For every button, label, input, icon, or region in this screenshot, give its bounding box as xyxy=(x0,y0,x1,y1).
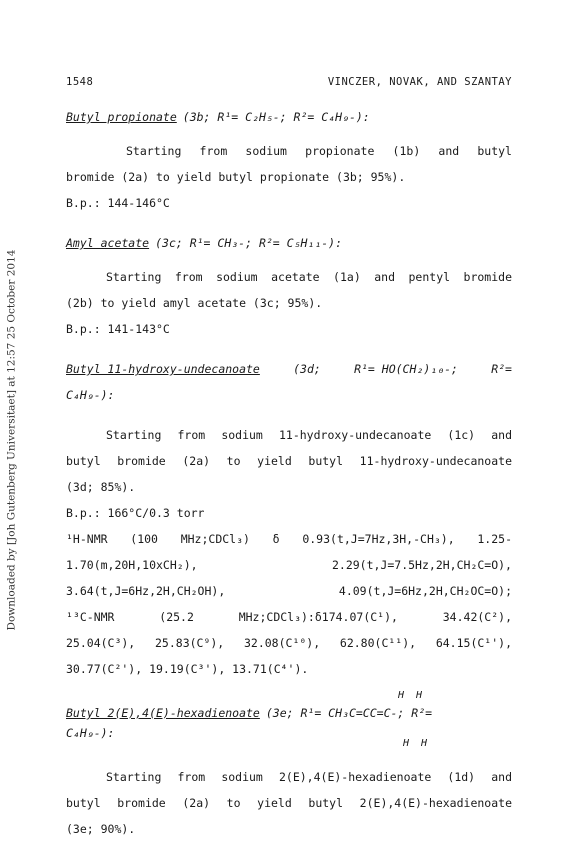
compound-formula: (3e; R¹= CH₃C=CC=C-; R²= xyxy=(265,706,433,720)
compound-formula: (3c; R¹= CH₃-; R²= C₅H₁₁-): xyxy=(155,236,343,250)
nmr-line: 3.64(t,J=6Hz,2H,CH₂OH), 4.09(t,J=6Hz,2H,CH₂OC=O); xyxy=(66,584,512,598)
procedure-paragraph: Starting from sodium 11-hydroxy-undecanoate (1c) and xyxy=(106,428,512,442)
compound-formula-part: (3d; xyxy=(293,362,321,376)
compound-name: Amyl acetate xyxy=(66,236,150,250)
structure-h-labels-bottom: H H xyxy=(403,738,431,749)
boiling-point: B.p.: 141-143°C xyxy=(66,322,170,336)
structure-h-labels-top: H H xyxy=(398,690,426,701)
compound-formula: (3b; R¹= C₂H₅-; R²= C₄H₉-): xyxy=(182,110,370,124)
nmr-line: 25.04(C³), 25.83(C⁹), 32.08(C¹⁰), 62.80(C¹¹), 64.15(C¹'), xyxy=(66,636,512,650)
procedure-paragraph-end: (2b) to yield amyl acetate (3c; 95%). xyxy=(66,296,323,310)
page-header xyxy=(66,76,512,88)
download-notice xyxy=(4,120,18,760)
running-authors: VINCZER, NOVAK, AND SZANTAY xyxy=(327,76,512,88)
procedure-paragraph: Starting from sodium acetate (1a) and pentyl bromide xyxy=(106,270,512,284)
compound-name: Butyl 11-hydroxy-undecanoate xyxy=(66,362,260,376)
nmr-line: 30.77(C²'), 19.19(C³'), 13.71(C⁴'). xyxy=(66,662,309,676)
boiling-point: B.p.: 166°C/0.3 torr xyxy=(66,506,205,520)
nmr-line: ¹³C-NMR (25.2 MHz;CDCl₃):δ174.07(C¹), 34.42(C²), xyxy=(66,610,512,624)
compound-name: Butyl propionate xyxy=(66,110,177,124)
compound-name: Butyl 2(E),4(E)-hexadienoate xyxy=(66,706,260,720)
nmr-line: ¹H-NMR (100 MHz;CDCl₃) δ 0.93(t,J=7Hz,3H,-CH₃), 1.25- xyxy=(66,532,512,546)
compound-formula-continued: C₄H₉-): xyxy=(66,726,115,740)
procedure-paragraph: Starting from sodium 2(E),4(E)-hexadienoate (1d) and xyxy=(106,770,512,784)
procedure-paragraph-end: bromide (2a) to yield butyl propionate (3b; 95%). xyxy=(66,170,406,184)
entry-title-butyl-hexadienoate xyxy=(66,700,512,726)
page-number: 1548 xyxy=(66,76,94,88)
download-notice-text: Downloaded by [Joh Gutenberg Universitaet] at 12:57 25 October 2014 xyxy=(5,249,18,631)
entry-title-amyl-acetate xyxy=(66,230,512,256)
entry-title-butyl-propionate xyxy=(66,104,512,130)
entry-title-butyl-hydroxyundecanoate xyxy=(66,356,512,382)
compound-formula-part: R²= xyxy=(491,362,512,376)
procedure-paragraph: Starting from sodium propionate (1b) and butyl xyxy=(126,144,512,158)
nmr-line: 1.70(m,20H,10xCH₂), 2.29(t,J=7.5Hz,2H,CH₂C=O), xyxy=(66,558,512,572)
compound-formula-part: R¹= HO(CH₂)₁₀-; xyxy=(354,362,458,376)
procedure-paragraph-line: butyl bromide (2a) to yield butyl 11-hydroxy-undecanoate xyxy=(66,454,512,468)
procedure-paragraph-end: (3d; 85%). xyxy=(66,480,136,494)
article-body xyxy=(66,104,512,842)
procedure-paragraph-line: butyl bromide (2a) to yield butyl 2(E),4(E)-hexadienoate xyxy=(66,796,512,810)
boiling-point: B.p.: 144-146°C xyxy=(66,196,170,210)
procedure-paragraph-end: (3e; 90%). xyxy=(66,822,136,836)
compound-formula-continued: C₄H₉-): xyxy=(66,388,115,402)
